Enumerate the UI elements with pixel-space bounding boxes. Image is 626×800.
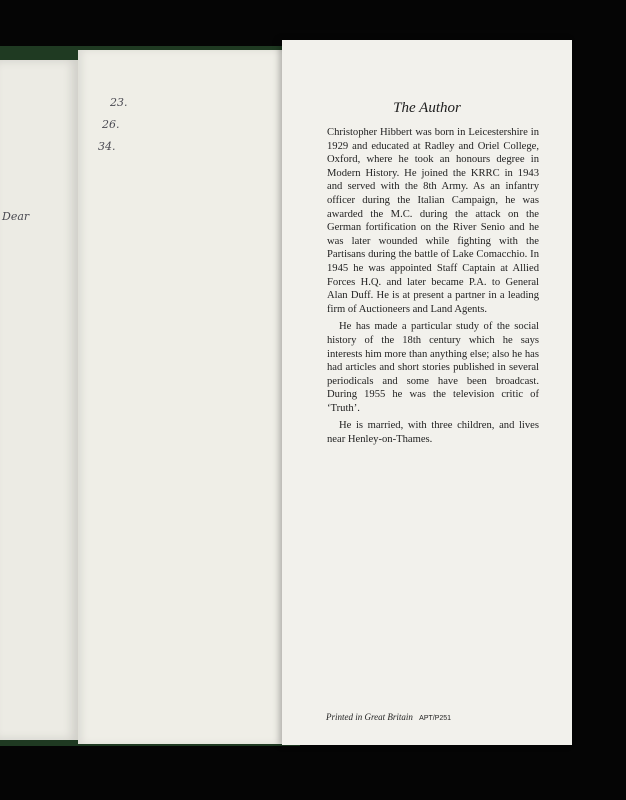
printer-line: [326, 712, 451, 722]
handwritten-number-2: 26.: [102, 118, 120, 131]
flap-title: The Author: [393, 100, 461, 116]
handwritten-margin-note: Dear: [2, 210, 30, 223]
bio-paragraph-1: Christopher Hibbert was born in Leicestershire in 1929 and educated at Radley and Oriel College, Oxford, where he took an honours degree in Modern History. He joined the KRRC in 1943 and served with the 8th Army. As an infantry officer during the Italian Campaign, he was awarded the M.C. during the attack on the German fortification on the River Senio and he was later wounded while fighting with the Partisans during the battle of Lake Comacchio. In 1945 he was appointed Staff Captain at Allied Forces H.Q. and later became P.A. to General Alan Duff. He is at present a partner in a leading firm of Auctioneers and Land Agents.: [327, 127, 539, 315]
print-code: APT/P251: [419, 715, 452, 722]
author-biography: [327, 126, 539, 451]
endpaper-page: [78, 50, 288, 744]
handwritten-number-1: 23.: [110, 96, 128, 109]
dust-jacket-flap: [282, 40, 572, 745]
bio-paragraph-3: He is married, with three children, and lives near Henley-on-Thames.: [327, 420, 539, 446]
bio-paragraph-2: He has made a particular study of the social history of the 18th century which he says interests him more than anything else; also he has had articles and short stories published in several periodicals and some have been broadcast. During 1955 he was the television critic of ‘Truth’.: [327, 321, 539, 414]
handwritten-number-3: 34.: [98, 140, 116, 153]
printed-in-text: Printed in Great Britain: [326, 712, 413, 722]
left-page: [0, 60, 78, 740]
